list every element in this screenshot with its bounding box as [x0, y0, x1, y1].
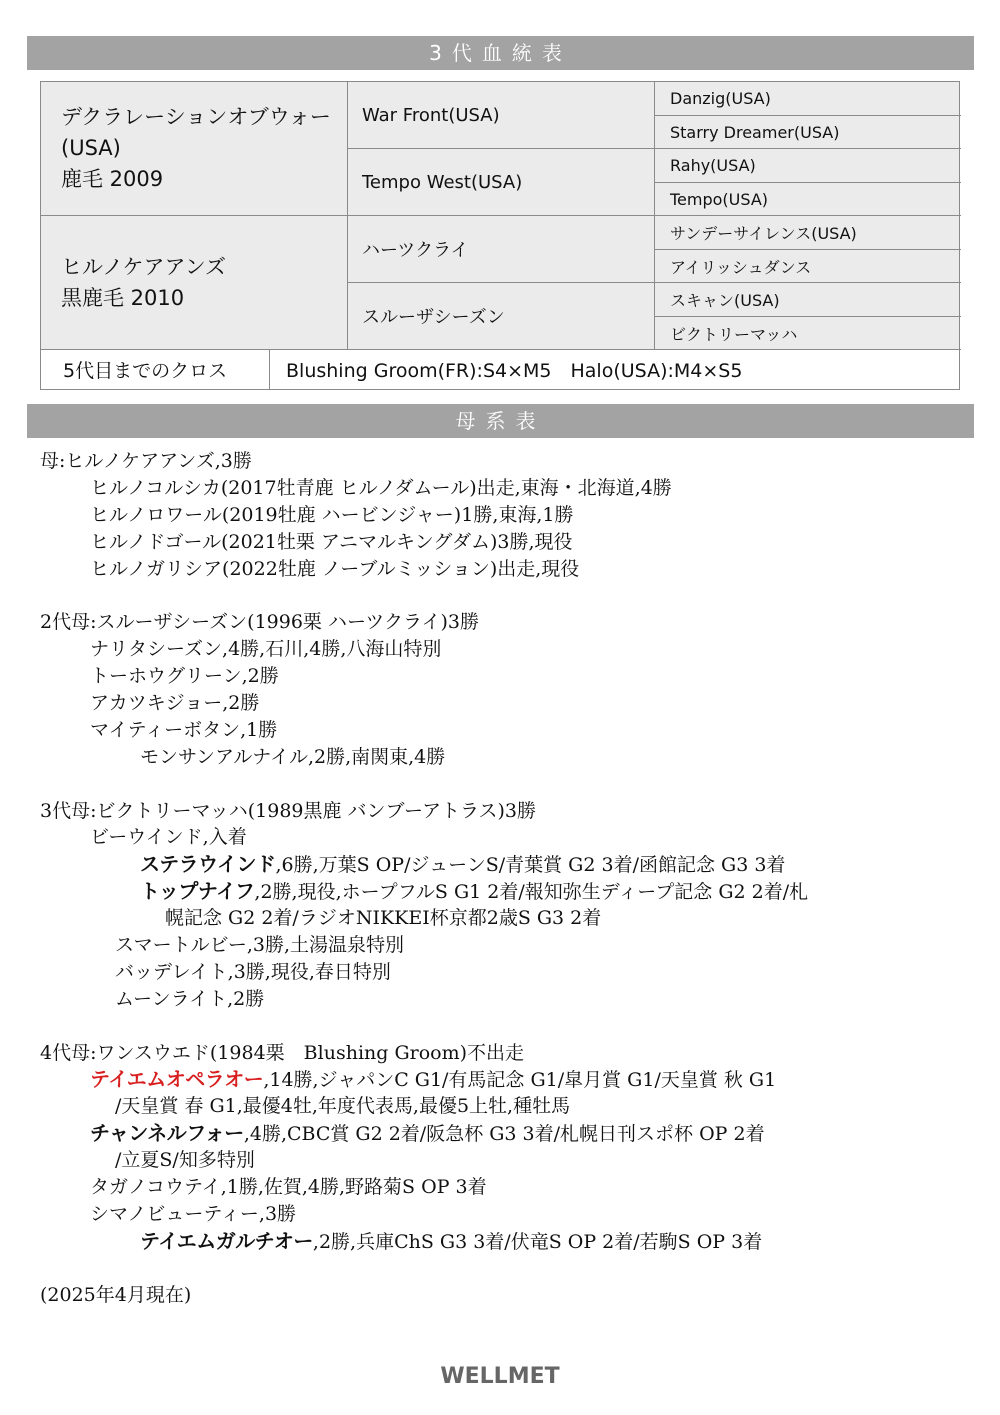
dam-cell — [41, 216, 348, 350]
family-line: トーホウグリーン,2勝 — [90, 665, 279, 688]
g3-name: アイリッシュダンス — [670, 257, 812, 277]
family-line: モンサンアルナイル,2勝,南関東,4勝 — [140, 745, 446, 768]
family-header: 母系表 — [27, 404, 974, 438]
family-line — [40, 1120, 970, 1147]
cross-label: 5代目までのクロス — [41, 350, 270, 389]
g3-cell — [655, 250, 961, 283]
notable-horse-name: チャンネルフォー — [90, 1121, 244, 1146]
sire-origin: (USA) — [61, 136, 121, 160]
family-line — [40, 851, 970, 878]
g3-cell — [655, 317, 961, 350]
family-line: ヒルノガリシア(2022牡鹿 ノーブルミッション)出走,現役 — [90, 557, 580, 580]
dam-sire: ハーツクライ — [362, 240, 469, 261]
sire-sire: War Front(USA) — [362, 104, 500, 126]
family-line: マイティーボタン,1勝 — [90, 718, 278, 741]
family-line: ヒルノコルシカ(2017牡青鹿 ヒルノダムール)出走,東海・北海道,4勝 — [90, 476, 672, 499]
g3-cell — [655, 116, 961, 149]
family-line: ムーンライト,2勝 — [115, 987, 265, 1010]
g3-cell — [655, 149, 961, 183]
family-line — [40, 1066, 970, 1093]
family-line: アカツキジョー,2勝 — [90, 692, 260, 715]
g3-cell — [655, 216, 961, 250]
family-line — [40, 878, 970, 905]
dam-info: 黒鹿毛 2010 — [61, 285, 185, 310]
family-line: 3代母:ビクトリーマッハ(1989黒鹿 バンブーアトラス)3勝 — [40, 799, 536, 822]
g3-name: Danzig(USA) — [670, 89, 771, 108]
sire-name: デクラレーションオブウォー — [61, 105, 331, 129]
cross-row — [41, 350, 959, 389]
sire-sire-cell — [348, 82, 655, 149]
g3-name: Rahy(USA) — [670, 156, 756, 175]
pedigree-header: 3代血統表 — [27, 36, 974, 70]
family-line — [40, 1228, 970, 1255]
sire-info: 鹿毛 2009 — [61, 167, 164, 191]
g3-cell — [655, 283, 961, 317]
family-line: タガノコウテイ,1勝,佐賀,4勝,野路菊S OP 3着 — [90, 1176, 487, 1199]
g3-name: ビクトリーマッハ — [670, 324, 798, 344]
family-line: /天皇賞 春 G1,最優4牡,年度代表馬,最優5上牡,種牡馬 — [115, 1095, 571, 1118]
wellmet-logo: WELLMET — [440, 1364, 560, 1389]
family-line: ナリタシーズン,4勝,石川,4勝,八海山特別 — [90, 638, 442, 661]
family-line: /立夏S/知多特別 — [115, 1149, 255, 1172]
family-line: ビーウインド,入着 — [90, 826, 247, 849]
family-line: シマノビューティー,3勝 — [90, 1202, 297, 1225]
notable-horse-name: トップナイフ — [140, 879, 255, 904]
g3-cell — [655, 82, 961, 116]
record-text: ,4勝,CBC賞 G2 2着/阪急杯 G3 3着/札幌日刊スポ杯 OP 2着 — [243, 1123, 765, 1146]
dam-dam: スルーザシーズン — [362, 307, 505, 328]
g3-name: Starry Dreamer(USA) — [670, 122, 840, 142]
notable-horse-name: ステラウインド — [140, 852, 276, 877]
family-line: 2代母:スルーザシーズン(1996栗 ハーツクライ)3勝 — [40, 611, 479, 634]
record-text: ,2勝,現役,ホープフルS G1 2着/報知弥生ディープ記念 G2 2着/札 — [254, 881, 809, 904]
record-text: ,14勝,ジャパンC G1/有馬記念 G1/皐月賞 G1/天皇賞 秋 G1 — [263, 1069, 777, 1092]
family-line: 母:ヒルノケアアンズ,3勝 — [40, 450, 252, 472]
notable-horse-name: テイエムオペラオー — [90, 1067, 264, 1092]
family-list — [40, 448, 970, 1309]
dam-name: ヒルノケアアンズ — [61, 254, 227, 279]
sire-dam-cell — [348, 149, 655, 216]
family-line: ヒルノロワール(2019牡鹿 ハービンジャー)1勝,東海,1勝 — [90, 503, 574, 526]
family-line: 4代母:ワンスウエド(1984栗 Blushing Groom)不出走 — [40, 1041, 525, 1064]
g3-name: スキャン(USA) — [670, 291, 780, 310]
notable-horse-name: テイエムガルチオー — [140, 1228, 313, 1253]
family-line: 幌記念 G2 2着/ラジオNIKKEI杯京都2歳S G3 2着 — [165, 907, 602, 930]
family-line: ヒルノドゴール(2021牡栗 アニマルキングダム)3勝,現役 — [90, 530, 573, 553]
dam-sire-cell — [348, 216, 655, 283]
cross-value: Blushing Groom(FR):S4×M5 Halo(USA):M4×S5 — [286, 360, 743, 382]
pedigree-table — [40, 81, 960, 390]
g3-name: Tempo(USA) — [670, 189, 769, 209]
record-text: ,2勝,兵庫ChS G3 3着/伏竜S OP 2着/若駒S OP 3着 — [312, 1230, 763, 1253]
sire-cell — [41, 82, 348, 216]
sire-dam: Tempo West(USA) — [362, 171, 523, 193]
as-of-date: (2025年4月現在) — [40, 1283, 192, 1306]
dam-dam-cell — [348, 283, 655, 350]
family-line: バッデレイト,3勝,現役,春日特別 — [115, 960, 391, 983]
record-text: ,6勝,万葉S OP/ジューンS/青葉賞 G2 3着/函館記念 G3 3着 — [275, 854, 786, 877]
g3-name: サンデーサイレンス(USA) — [670, 224, 857, 243]
g3-cell — [655, 183, 961, 216]
family-line: スマートルビー,3勝,土湯温泉特別 — [115, 934, 405, 957]
